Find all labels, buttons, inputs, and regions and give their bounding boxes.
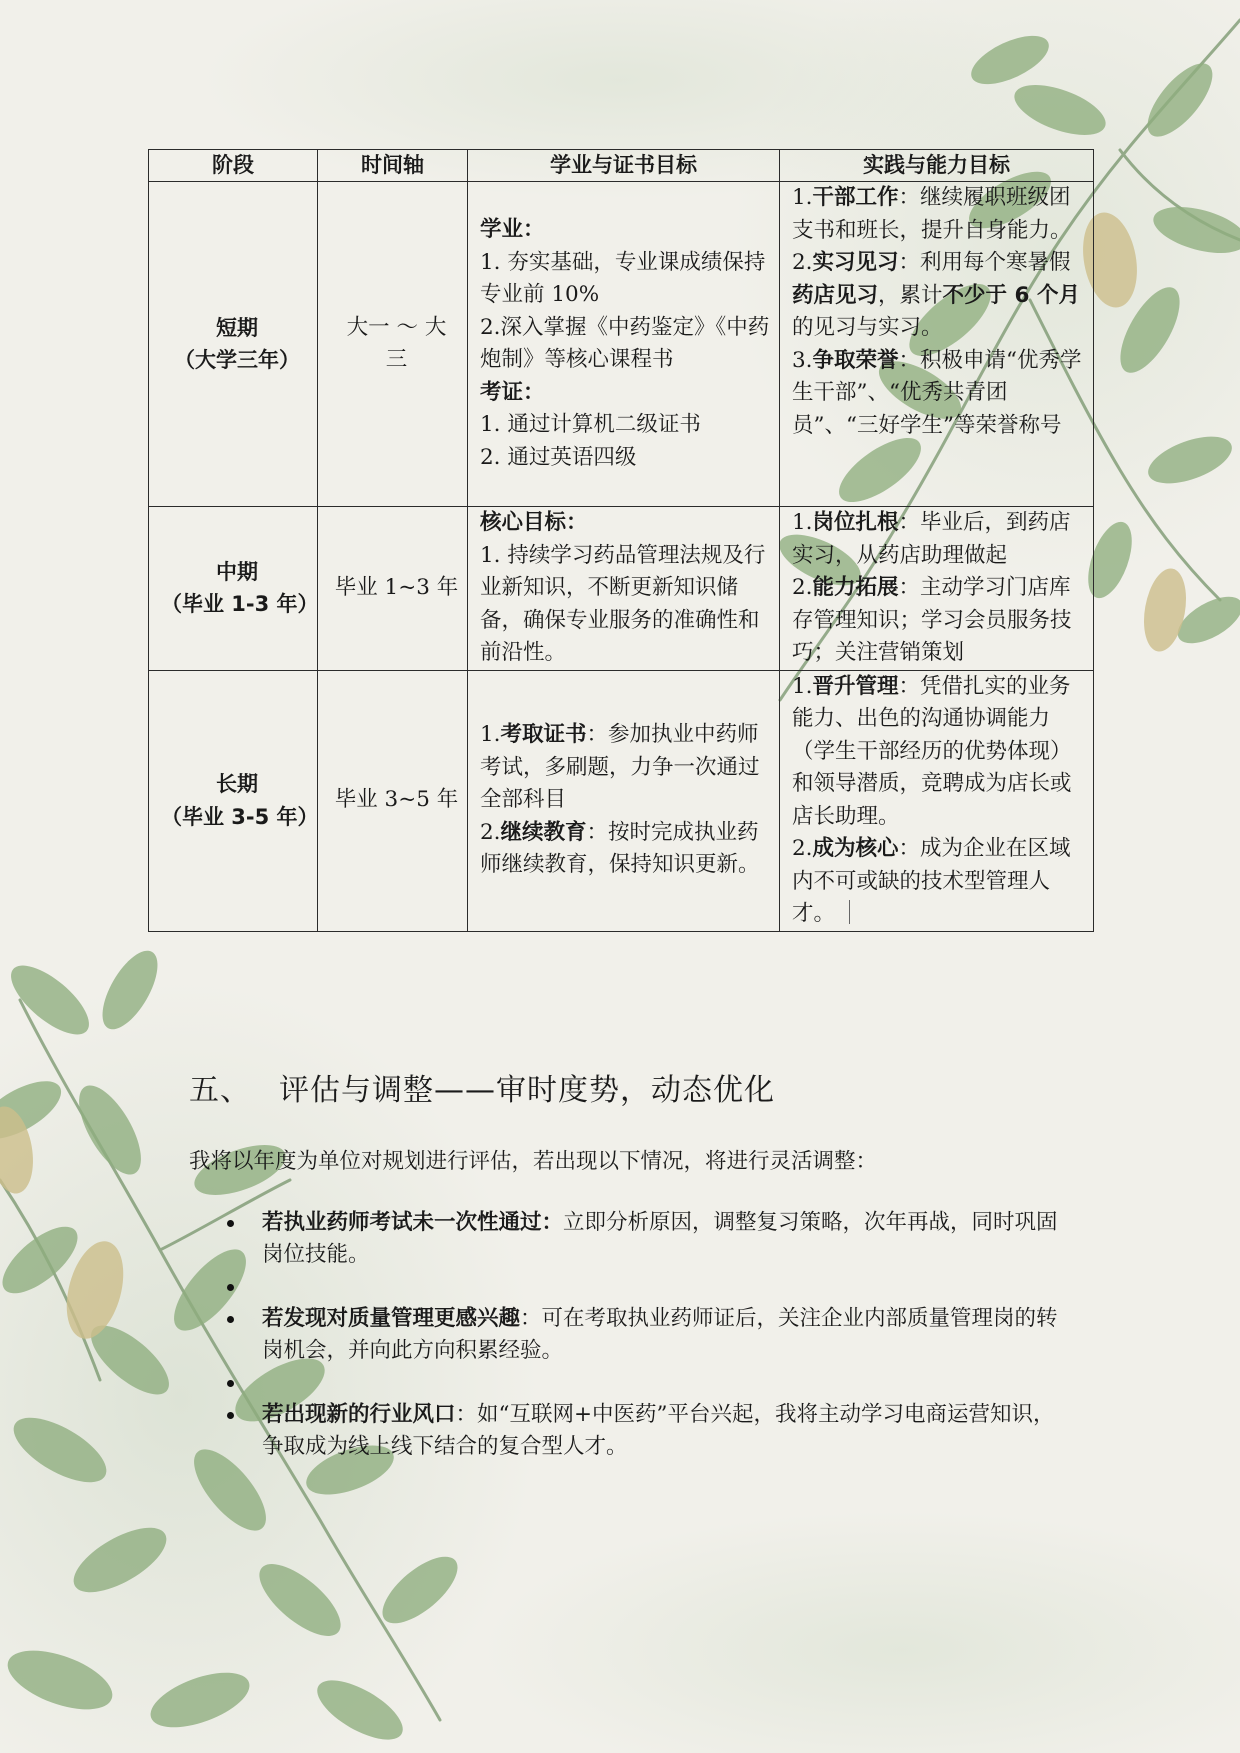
academic-line: 2.继续教育：按时完成执业药师继续教育，保持知识更新。 bbox=[480, 819, 760, 878]
academic-line: 1. 持续学习药品管理法规及行业新知识，不断更新知识储备，确保专业服务的准确性和前沿性。 bbox=[480, 542, 766, 665]
timeline-cell bbox=[318, 670, 468, 931]
list-item: 若出现新的行业风口：如“互联网+中医药”平台兴起，我将主动学习电商运营知识，争取成为线上线下结合的复合型人才。 bbox=[262, 1399, 1062, 1463]
stage-cell bbox=[149, 507, 318, 671]
stage-cell bbox=[149, 182, 318, 507]
academic-line: 考证： bbox=[480, 379, 545, 405]
list-item-empty bbox=[262, 1367, 1062, 1399]
academic-line: 1. 夯实基础，专业课成绩保持专业前 10% bbox=[480, 249, 766, 307]
header-stage: 阶段 bbox=[149, 150, 318, 182]
timeline-text: 毕业 1~3 年 bbox=[334, 575, 459, 600]
stage-cell bbox=[149, 670, 318, 931]
text-cursor bbox=[849, 900, 850, 924]
table-header-row bbox=[149, 150, 1094, 182]
practice-item: 2.实习见习：利用每个寒暑假药店见习，累计不少于 6 个月的见习与实习。 bbox=[792, 250, 1080, 340]
academic-cell bbox=[468, 670, 780, 931]
table-row-long-term bbox=[149, 670, 1094, 931]
list-item: 若发现对质量管理更感兴趣：可在考取执业药师证后，关注企业内部质量管理岗的转岗机会，并向此方向积累经验。 bbox=[262, 1303, 1062, 1367]
header-timeline: 时间轴 bbox=[318, 150, 468, 182]
timeline-text: 三 bbox=[385, 347, 408, 372]
stage-range: （毕业 3-5 年） bbox=[161, 804, 319, 829]
stage-range: （毕业 1-3 年） bbox=[161, 592, 319, 617]
section-title: 评估与调整——审时度势，动态优化 bbox=[279, 1073, 775, 1108]
practice-item: 1.晋升管理：凭借扎实的业务能力、出色的沟通协调能力（学生干部经历的优势体现）和领导潜质，竞聘成为店长或店长助理。 bbox=[792, 673, 1072, 829]
academic-line: 1. 通过计算机二级证书 bbox=[480, 412, 701, 437]
timeline-text: 毕业 3~5 年 bbox=[334, 787, 459, 813]
adjustment-list bbox=[262, 1207, 1062, 1463]
section-heading bbox=[189, 1065, 775, 1109]
academic-cell bbox=[468, 182, 780, 507]
list-item: 若执业药师考试未一次性通过：立即分析原因，调整复习策略，次年再战，同时巩固岗位技能。 bbox=[262, 1207, 1062, 1271]
academic-line: 学业： bbox=[480, 217, 545, 242]
table-row-short-term bbox=[149, 182, 1094, 507]
header-practice-goals: 实践与能力目标 bbox=[780, 150, 1094, 182]
academic-line: 核心目标： bbox=[480, 510, 588, 535]
practice-cell bbox=[780, 507, 1094, 671]
practice-item: 3.争取荣誉：积极申请“优秀学生干部”、“优秀共青团员”、“三好学生”等荣誉称号 bbox=[792, 347, 1082, 438]
stage-name: 中期 bbox=[216, 559, 258, 584]
academic-line: 2. 通过英语四级 bbox=[480, 444, 637, 470]
practice-item: 2.能力拓展：主动学习门店库存管理知识；学习会员服务技巧；关注营销策划 bbox=[792, 575, 1072, 665]
practice-item: 1.干部工作：继续履职班级团支书和班长，提升自身能力。 bbox=[792, 185, 1072, 243]
academic-line: 2.深入掌握《中药鉴定》《中药炮制》等核心课程书 bbox=[480, 314, 770, 372]
stage-name: 短期 bbox=[216, 315, 258, 340]
section-number: 五、 bbox=[189, 1073, 251, 1108]
timeline-cell bbox=[318, 507, 468, 671]
career-plan-table bbox=[148, 149, 1094, 932]
academic-cell bbox=[468, 507, 780, 671]
timeline-cell bbox=[318, 182, 468, 507]
stage-range: （大学三年） bbox=[174, 348, 300, 372]
practice-item: 1.岗位扎根：毕业后，到药店实习，从药店助理做起 bbox=[792, 510, 1071, 568]
stage-name: 长期 bbox=[216, 772, 258, 796]
timeline-text: 大一 ～ 大 bbox=[346, 314, 447, 340]
table-row-mid-term bbox=[149, 507, 1094, 671]
practice-cell bbox=[780, 182, 1094, 507]
section-intro: 我将以年度为单位对规划进行评估，若出现以下情况，将进行灵活调整： bbox=[189, 1149, 878, 1174]
header-academic-goals: 学业与证书目标 bbox=[468, 150, 780, 182]
list-item-empty bbox=[262, 1271, 1062, 1303]
practice-cell bbox=[780, 670, 1094, 931]
practice-item: 2.成为核心：成为企业在区域内不可或缺的技术型管理人才。 bbox=[792, 836, 1071, 926]
academic-line: 1.考取证书：参加执业中药师考试，多刷题，力争一次通过全部科目 bbox=[480, 722, 760, 813]
